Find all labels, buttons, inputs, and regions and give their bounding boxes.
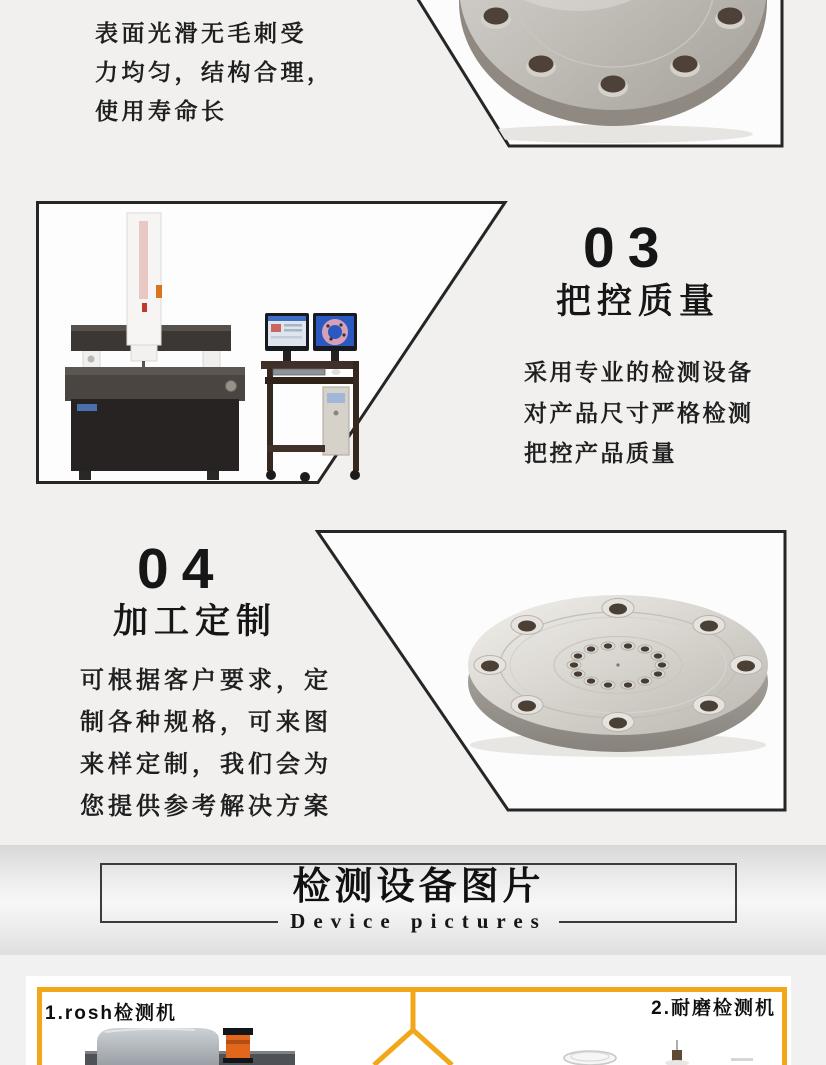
section-title-custom: 加工定制 <box>113 602 278 641</box>
blind-flange-image <box>398 0 790 158</box>
feature-line: 力均匀，结构合理， <box>95 59 334 85</box>
custom-description <box>80 660 332 828</box>
cmm-machine-image <box>35 199 510 486</box>
gallery-item-label-2: 2.耐磨检测机 <box>651 998 776 1019</box>
custom-line: 制各种规格，可来图 <box>80 709 332 736</box>
gallery-divider <box>370 987 470 1065</box>
quality-line: 采用专业的检测设备 <box>524 359 754 385</box>
section-number-04: 04 <box>137 537 227 601</box>
device-header-subtitle: Device pictures <box>290 909 547 933</box>
abrasion-machine-image <box>555 1040 785 1065</box>
device-header-title: 检测设备图片 <box>292 866 545 908</box>
quality-line: 对产品尺寸严格检测 <box>524 399 754 426</box>
quality-line: 把控产品质量 <box>524 440 677 466</box>
section-title-quality: 把控质量 <box>556 282 721 321</box>
feature-line: 表面光滑无毛刺受 <box>95 20 307 46</box>
custom-line: 可根据客户要求，定 <box>80 667 332 694</box>
custom-line: 您提供参考解决方案 <box>80 793 332 820</box>
quality-description <box>524 352 754 474</box>
section-number-03: 03 <box>583 216 673 280</box>
surface-feature-text <box>95 14 334 131</box>
custom-line: 来样定制，我们会为 <box>80 751 332 778</box>
gallery-item-label-1: 1.rosh检测机 <box>45 1003 178 1024</box>
feature-line: 使用寿命长 <box>95 98 228 124</box>
custom-flange-image <box>315 529 788 813</box>
rosh-machine-image <box>85 1026 300 1065</box>
